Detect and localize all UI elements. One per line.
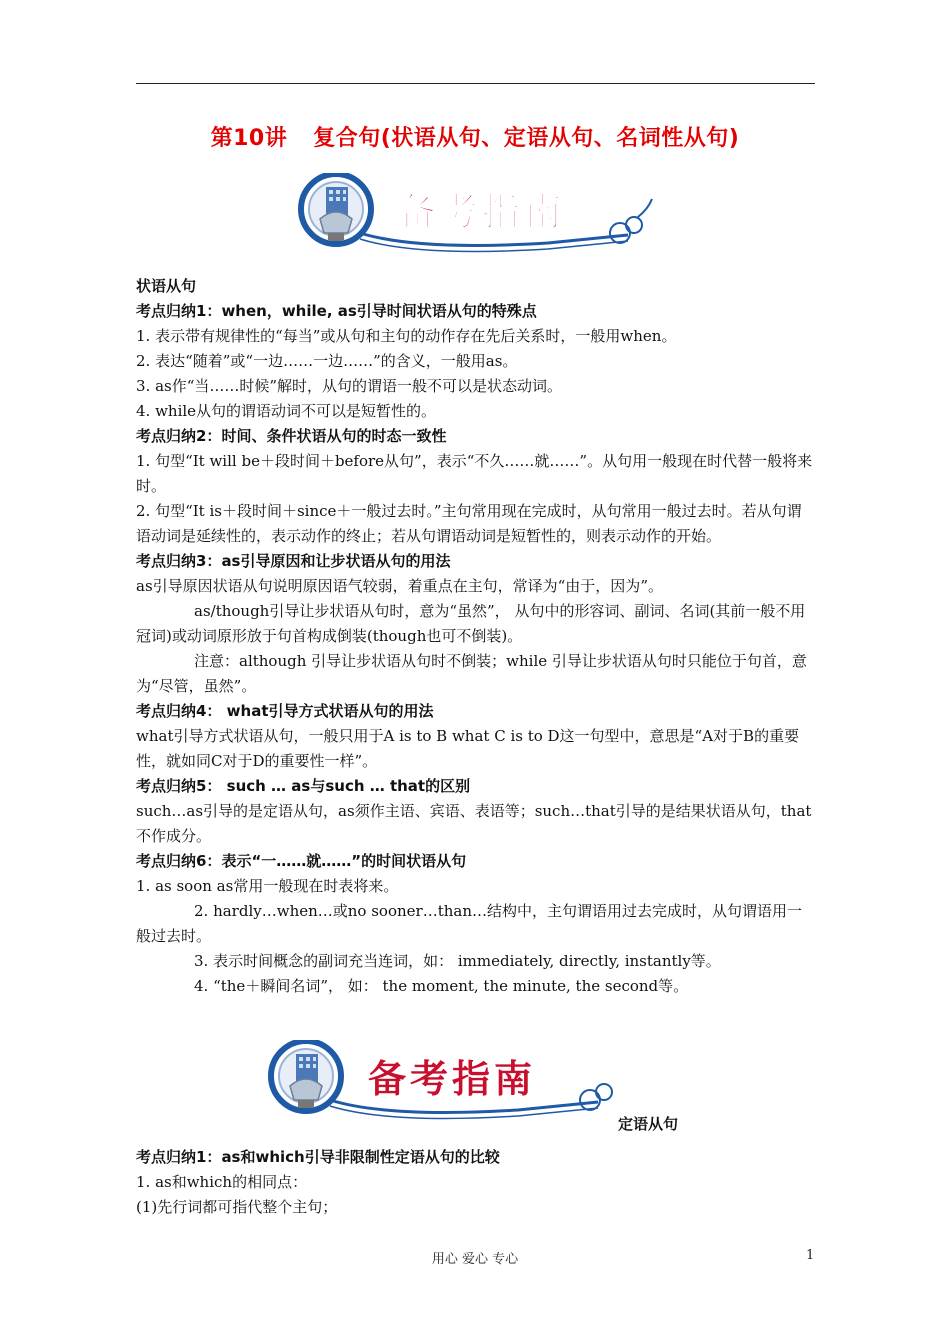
footer-text: 用心 爱心 专心 [431,1252,519,1267]
paragraph: as引导原因状语从句说明原因语气较弱，着重点在主句，常译为“由于，因为”。 [136,577,663,595]
section-body [136,1145,816,1220]
paragraph: 2. 句型“It is＋段时间＋since＋一般过去时。”主句常用现在完成时，从句常用一般过去时。若从句谓语动词是延续性的，表示动作的终止；若从句谓语动词是短暂性的，则表示动作的开始。 [136,502,802,545]
section-adverbial [136,274,816,999]
point-heading: 考点归纳3：as引导原因和让步状语从句的用法 [136,552,451,570]
guide-banner-2 [268,1040,628,1132]
point-heading: 考点归纳4： what引导方式状语从句的用法 [136,702,434,720]
paragraph: 4. while从句的谓语动词不可以是短暂性的。 [136,402,437,420]
paragraph: 2. 表达“随着”或“一边……一边……”的含义，一般用as。 [136,352,518,370]
point-heading: 考点归纳5： such … as与such … that的区别 [136,777,471,795]
bulb-icon [290,1079,322,1100]
paragraph: 1. as和which的相同点： [136,1173,308,1191]
paragraph: 4. “the＋瞬间名词”， 如： the moment, the minute, the second等。 [194,977,689,995]
point-heading: 考点归纳1：as和which引导非限制性定语从句的比较 [136,1148,500,1166]
page-title [0,121,950,152]
paragraph: 1. 表示带有规律性的“每当”或从句和主句的动作存在先后关系时，一般用when。 [136,327,677,345]
title-topic: 复合句(状语从句、定语从句、名词性从句) [313,126,740,151]
paragraph: 1. as soon as常用一般现在时表将来。 [136,877,399,895]
section-attributive [136,1145,816,1220]
paragraph: 1. 句型“It will be＋段时间＋before从句”，表示“不久……就……”。从句用一般现在时代替一般将来时。 [136,452,813,495]
point-heading: 考点归纳1：when，while, as引导时间状语从句的特殊点 [136,302,537,320]
paragraph: 注意：although 引导让步状语从句时不倒装；while 引导让步状语从句时只能位于句首，意为“尽管，虽然”。 [136,652,807,695]
page-number: 1 [806,1248,815,1263]
title-lesson: 第10讲 [210,126,288,151]
paragraph: such…as引导的是定语从句，as须作主语、宾语、表语等；such…that引导的是结果状语从句，that不作成分。 [136,802,812,845]
paragraph: as/though引导让步状语从句时，意为“虽然”， 从句中的形容词、副词、名词(其前一般不用冠词)或动词原形放于句首构成倒装(though也可不倒装)。 [136,602,806,645]
section-label-attributive: 定语从句 [618,1115,679,1133]
paragraph: (1)先行词都可指代整个主句； [136,1198,338,1216]
banner-graphic-2 [268,1040,628,1132]
paragraph: 3. as作“当……时候”解时，从句的谓语一般不可以是状态动词。 [136,377,563,395]
point-heading: 考点归纳2：时间、条件状语从句的时态一致性 [136,427,447,445]
paragraph: 3. 表示时间概念的副词充当连词，如： immediately, directly, instantly等。 [194,952,721,970]
header-rule [136,83,815,84]
section-heading: 状语从句 [136,277,197,295]
point-heading: 考点归纳6：表示“一……就……”的时间状语从句 [136,852,467,870]
bulb-icon [320,212,352,233]
banner-title: 备考指南 [398,190,567,234]
banner-graphic [298,173,658,265]
guide-banner [298,173,658,265]
paragraph: what引导方式状语从句，一般只用于A is to B what C is to D这一句型中，意思是“A对于B的重要性，就如同C对于D的重要性一样”。 [136,727,800,770]
paragraph: 2. hardly…when…或no sooner…than…结构中，主句谓语用过去完成时，从句谓语用一般过去时。 [136,902,802,945]
section-body [136,299,816,999]
banner-title: 备考指南 [368,1057,537,1101]
